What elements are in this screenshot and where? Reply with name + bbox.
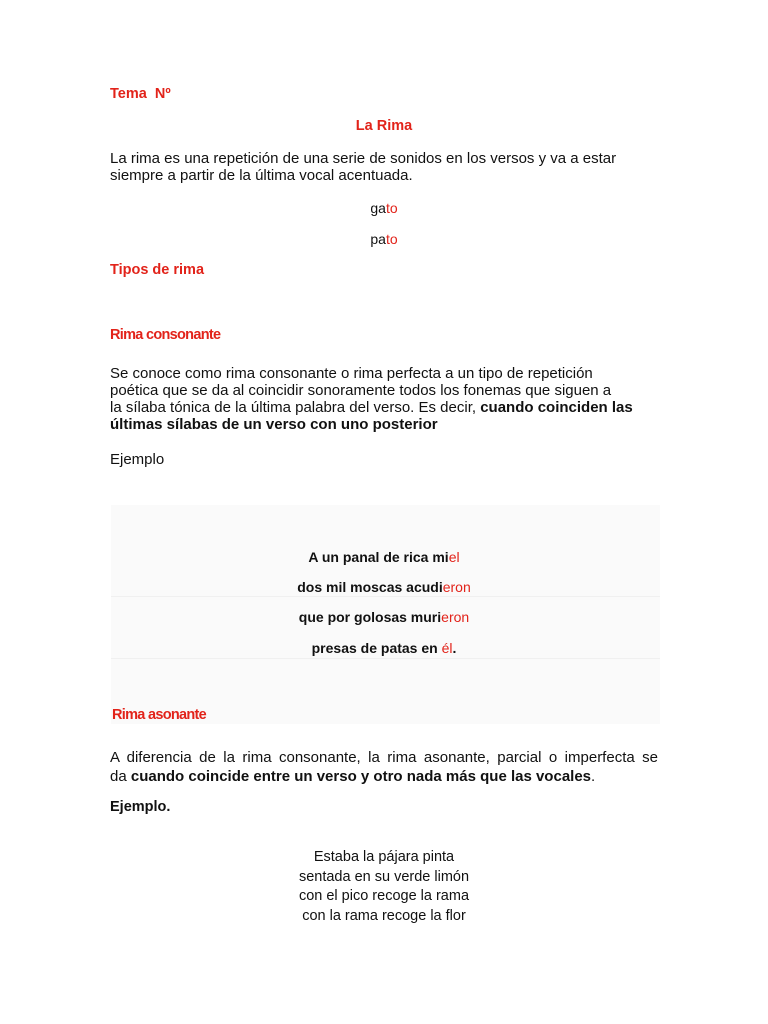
consonante-heading: Rima consonante: [110, 327, 221, 343]
asonante-line-2-plain: da: [110, 768, 131, 785]
consonante-line-3-bold: cuando coinciden las: [480, 399, 633, 416]
poem-line: sentada en su verde limón: [298, 868, 470, 885]
intro-paragraph: [110, 150, 670, 184]
asonante-line-1: A diferencia de la rima consonante, la rima asonante, parcial o imperfecta se: [110, 749, 658, 766]
asonante-line-2: [110, 767, 658, 786]
intro-line-1: La rima es una repetición de una serie de sonidos en los versos y va a estar: [110, 150, 617, 167]
verse-stem: A un panal de rica mi: [308, 549, 449, 565]
verse-stem: dos mil moscas acudi: [297, 579, 443, 595]
verse-tail: .: [452, 640, 457, 656]
asonante-paragraph: [110, 748, 658, 786]
panel-divider: [111, 596, 660, 597]
verse-line-3: [0, 609, 768, 625]
intro-line-2: siempre a partir de la última vocal acentuada.: [110, 167, 413, 184]
asonante-example-label: Ejemplo.: [110, 799, 171, 815]
verse-stem: que por golosas muri: [298, 609, 442, 625]
verse-line-2: [0, 579, 768, 595]
consonante-line-3-plain: la sílaba tónica de la última palabra del verso. Es decir,: [110, 399, 481, 416]
verse-rhyme: el: [448, 549, 460, 565]
asonante-line-2-bold: cuando coincide entre un verso y otro nada más que las vocales: [130, 768, 592, 785]
verse-rhyme: él: [441, 640, 453, 656]
verse-line-4: [0, 640, 768, 656]
tema-label: Tema Nº: [110, 86, 171, 102]
poem-line: con la rama recoge la flor: [302, 907, 466, 924]
example-word-stem: ga: [370, 200, 386, 216]
consonante-line-3: [110, 399, 670, 416]
asonante-poem: [0, 848, 768, 926]
example-word-2: [0, 231, 768, 247]
panel-divider: [111, 658, 660, 659]
page-title: La Rima: [355, 118, 413, 134]
example-word-stem: pa: [370, 231, 386, 247]
consonante-line-1: Se conoce como rima consonante o rima perfecta a un tipo de repetición: [110, 365, 593, 382]
consonante-paragraph: [110, 365, 670, 433]
poem-line: con el pico recoge la rama: [298, 888, 470, 904]
consonante-example-label: Ejemplo: [110, 451, 165, 468]
asonante-heading: Rima asonante: [112, 707, 207, 723]
consonante-line-2: poética que se da al coincidir sonoramente todos los fonemas que siguen a: [110, 382, 612, 399]
example-word-rhyme: to: [385, 200, 398, 216]
asonante-line-2-end: .: [591, 768, 596, 785]
poem-line: Estaba la pájara pinta: [313, 849, 455, 865]
example-word-1: [0, 200, 768, 216]
tipos-heading: Tipos de rima: [110, 262, 205, 278]
verse-stem: presas de patas en: [311, 640, 442, 656]
consonante-line-4: últimas sílabas de un verso con uno posterior: [110, 416, 438, 433]
verse-rhyme: eron: [441, 609, 470, 625]
verse-line-1: [0, 549, 768, 565]
verse-rhyme: eron: [442, 579, 471, 595]
example-word-rhyme: to: [385, 231, 398, 247]
